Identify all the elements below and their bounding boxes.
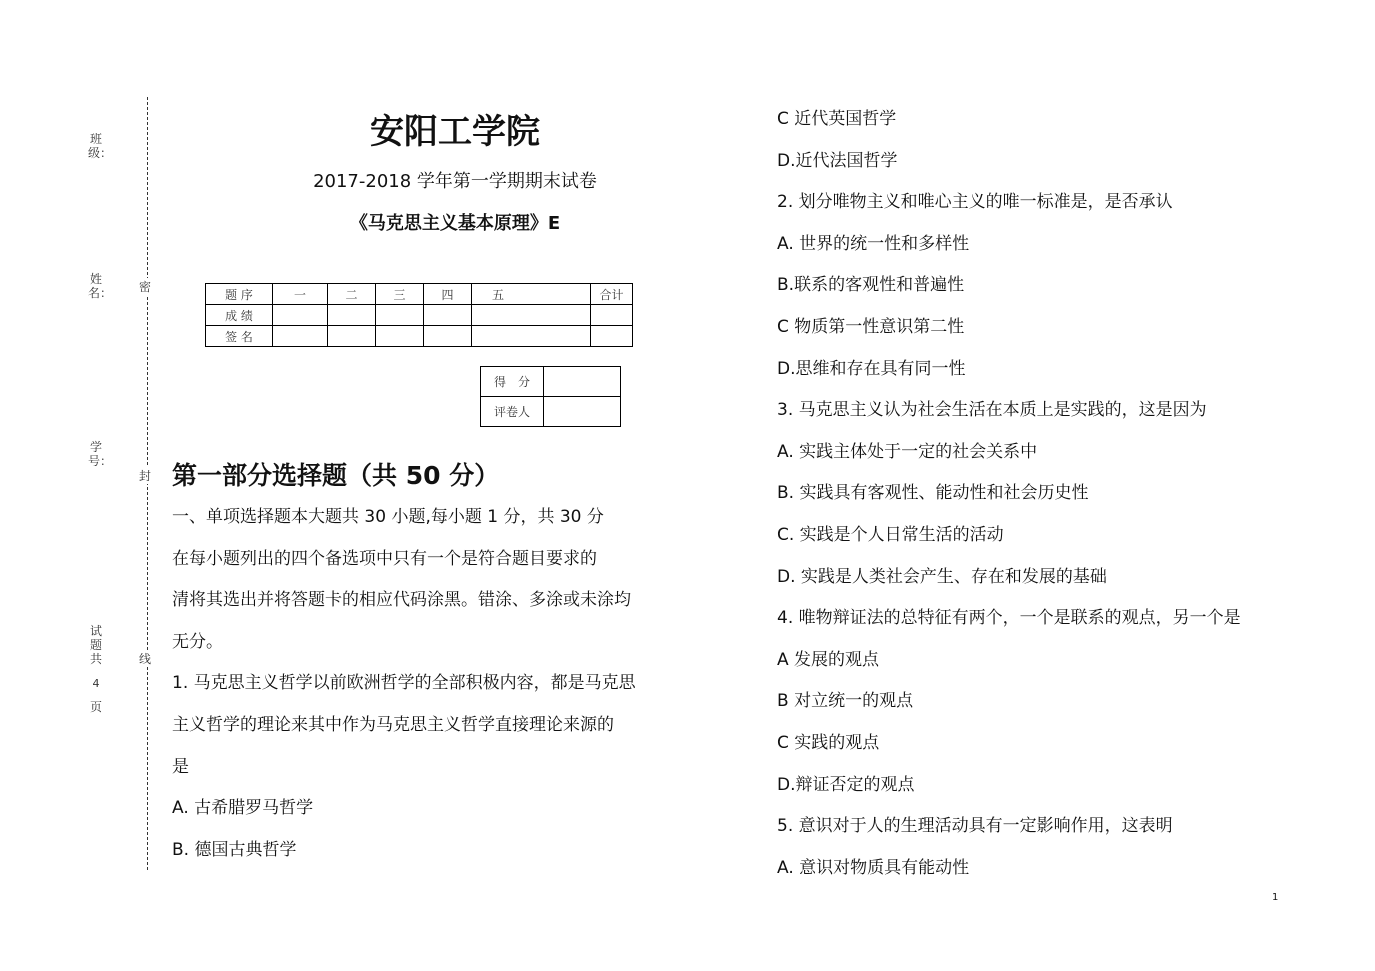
text-line: C. 实践是个人日常生活的活动 xyxy=(777,525,1004,545)
class-label: 班级： xyxy=(88,132,113,160)
page-number: 1 xyxy=(1272,892,1279,903)
text-line: B. 实践具有客观性、能动性和社会历史性 xyxy=(777,483,1089,504)
grader-table xyxy=(480,366,621,427)
school-title: 安阳工学院 xyxy=(370,112,540,152)
section-title: 第一部分选择题（共 50 分） xyxy=(172,461,500,490)
text-line: A. 实践主体处于一定的社会关系中 xyxy=(777,441,1038,462)
score-table xyxy=(205,283,633,347)
text-line: 在每小题列出的四个备选项中只有一个是符合题目要求的 xyxy=(172,548,597,569)
page-count-value: 4 xyxy=(92,677,100,690)
grader-label: 评卷人 xyxy=(481,397,544,427)
text-line: 无分。 xyxy=(172,631,223,652)
row-label: 签 名 xyxy=(206,326,273,347)
text-line: A 发展的观点 xyxy=(777,649,880,670)
table-header: 一 xyxy=(273,284,328,305)
table-header: 题 序 xyxy=(206,284,273,305)
seal-char: 线 xyxy=(139,652,152,666)
text-line: B. 德国古典哲学 xyxy=(172,839,297,860)
seal-char: 密 xyxy=(139,280,152,294)
seal-char: 封 xyxy=(139,469,152,483)
table-header: 五 xyxy=(472,284,591,305)
row-label: 成 绩 xyxy=(206,305,273,326)
text-line: A. 世界的统一性和多样性 xyxy=(777,233,970,254)
text-line: 4. 唯物辩证法的总特征有两个，一个是联系的观点，另一个是 xyxy=(777,608,1241,629)
text-line: C 近代英国哲学 xyxy=(777,109,897,129)
text-line: A. 古希腊罗马哲学 xyxy=(172,798,314,819)
exam-term: 2017-2018 学年第一学期期末试卷 xyxy=(313,171,597,192)
page-count-label: 试题共 xyxy=(89,624,102,666)
text-line: 1. 马克思主义哲学以前欧洲哲学的全部积极内容，都是马克思 xyxy=(172,673,636,694)
score-label: 得 分 xyxy=(481,367,544,397)
text-line: D. 实践是人类社会产生、存在和发展的基础 xyxy=(777,566,1107,587)
text-line: A. 意识对物质具有能动性 xyxy=(777,857,970,878)
text-line: 5. 意识对于人的生理活动具有一定影响作用，这表明 xyxy=(777,816,1173,837)
table-header: 二 xyxy=(328,284,376,305)
text-line: 清将其选出并将答题卡的相应代码涂黑。错涂、多涂或未涂均 xyxy=(172,590,631,611)
text-line: 2. 划分唯物主义和唯心主义的唯一标准是，是否承认 xyxy=(777,192,1173,213)
student-id-label: 学号： xyxy=(88,440,113,468)
text-line: D.近代法国哲学 xyxy=(777,150,898,171)
text-line: 是 xyxy=(172,756,189,777)
course-title: 《马克思主义基本原理》E xyxy=(349,213,561,234)
table-header: 合计 xyxy=(591,284,633,305)
text-line: 3. 马克思主义认为社会生活在本质上是实践的，这是因为 xyxy=(777,400,1207,421)
text-line: D.辩证否定的观点 xyxy=(777,774,915,795)
text-line: D.思维和存在具有同一性 xyxy=(777,358,966,379)
text-line: B 对立统一的观点 xyxy=(777,691,914,712)
name-label: 姓名： xyxy=(88,272,113,300)
text-line: C 实践的观点 xyxy=(777,733,880,753)
text-line: 主义哲学的理论来其中作为马克思主义哲学直接理论来源的 xyxy=(172,715,614,735)
text-line: C 物质第一性意识第二性 xyxy=(777,317,965,337)
text-line: 一、单项选择题本大题共 30 小题,每小题 1 分，共 30 分 xyxy=(172,507,604,527)
table-header: 三 xyxy=(376,284,424,305)
page-unit-label: 页 xyxy=(89,700,102,714)
table-header: 四 xyxy=(424,284,472,305)
text-line: B.联系的客观性和普遍性 xyxy=(777,275,965,296)
